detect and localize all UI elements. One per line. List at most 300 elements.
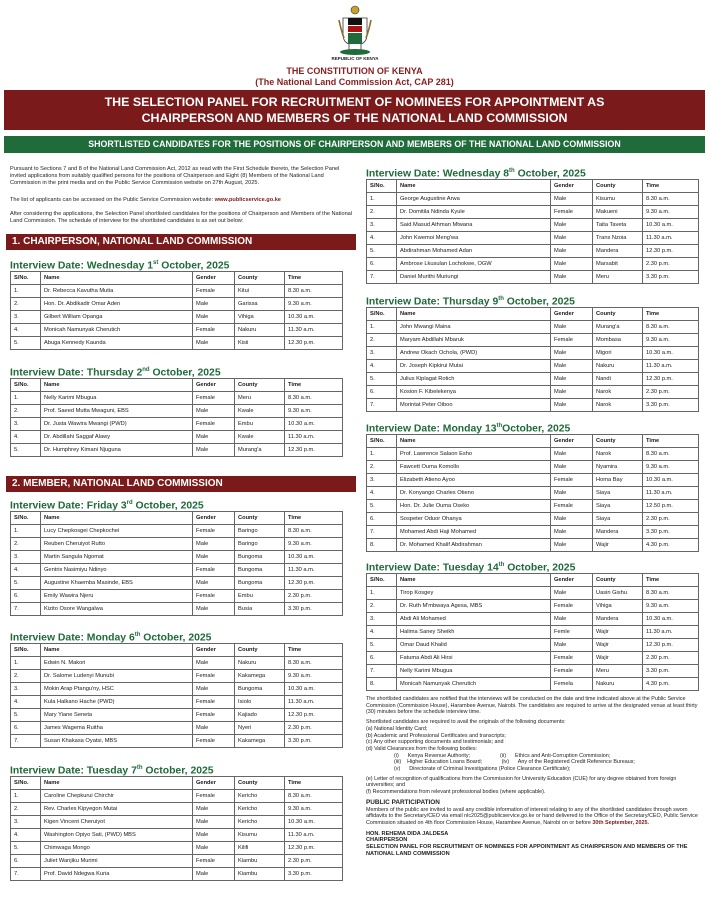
table-row <box>11 538 343 551</box>
cell-time: 12.30 p.m. <box>643 245 699 258</box>
cell-sno: 2. <box>11 298 41 311</box>
cell-time: 8.30 a.m. <box>285 285 343 298</box>
cell-sno: 1. <box>367 587 397 600</box>
table-row <box>367 474 699 487</box>
cell-county: Migori <box>593 347 643 360</box>
cell-gender: Femle <box>551 626 593 639</box>
cell-time: 12.30 p.m. <box>285 444 343 457</box>
column-header-gender: Gender <box>193 379 235 392</box>
column-header-name: Name <box>41 512 193 525</box>
cell-gender: Female <box>551 600 593 613</box>
cell-county: Bungoma <box>235 551 285 564</box>
cell-name: Dr. Ruth M'mbwaya Agesa, MBS <box>397 600 551 613</box>
cell-time: 11.30 a.m. <box>285 564 343 577</box>
cell-county: Siaya <box>593 487 643 500</box>
cell-time: 2.30 p.m. <box>643 258 699 271</box>
cell-sno: 3. <box>11 418 41 431</box>
cell-time: 10.30 a.m. <box>285 418 343 431</box>
cell-sno: 8. <box>367 539 397 552</box>
cell-sno: 7. <box>11 603 41 616</box>
cell-time: 3.30 p.m. <box>285 735 343 748</box>
table-row <box>367 613 699 626</box>
cell-name: Dr. Abdillahi Saggaf Alawy <box>41 431 193 444</box>
cell-name: Dr. Salome Ludenyi Munubi <box>41 670 193 683</box>
cell-county: Narok <box>593 448 643 461</box>
cell-time: 8.30 a.m. <box>285 790 343 803</box>
cell-county: Vihiga <box>593 600 643 613</box>
cell-gender: Male <box>193 683 235 696</box>
notes-block <box>366 696 704 858</box>
cell-county: Baringo <box>235 525 285 538</box>
column-header-sno: S/No. <box>11 512 41 525</box>
cell-gender: Female <box>193 735 235 748</box>
table-row <box>367 600 699 613</box>
cell-gender: Male <box>551 448 593 461</box>
interview-date-label: Interview Date: Friday 3 <box>10 500 127 512</box>
cell-name: Dr. Joseph Kipkirui Mutai <box>397 360 551 373</box>
table-row <box>367 232 699 245</box>
cell-gender: Male <box>551 219 593 232</box>
cell-name: Emily Wawira Njeru <box>41 590 193 603</box>
interview-month: October, 2025 <box>514 168 586 180</box>
cell-sno: 4. <box>11 829 41 842</box>
table-row <box>11 525 343 538</box>
table-row <box>367 245 699 258</box>
cell-sno: 1. <box>11 790 41 803</box>
interview-date-heading <box>10 495 343 511</box>
table-row <box>11 722 343 735</box>
table-row <box>367 206 699 219</box>
cell-gender: Female <box>193 855 235 868</box>
cell-name: Dr. Konyango Charles Otieno <box>397 487 551 500</box>
cell-name: Reuben Cheruiyot Rutto <box>41 538 193 551</box>
cell-time: 11.30 a.m. <box>643 232 699 245</box>
cell-name: Prof. David Ndegwa Kuria <box>41 868 193 881</box>
cell-gender: Female <box>193 324 235 337</box>
cell-time: 11.30 a.m. <box>285 431 343 444</box>
column-header-county: County <box>235 272 285 285</box>
table-row <box>11 564 343 577</box>
column-header-county: County <box>235 777 285 790</box>
interview-date-label: Interview Date: Monday 13 <box>366 423 497 435</box>
cell-time: 2.30 p.m. <box>643 513 699 526</box>
cell-time: 4.30 p.m. <box>643 678 699 691</box>
cell-name: James Wagema Ruitha <box>41 722 193 735</box>
cell-name: Hon. Dr. Abdikadir Omar Aden <box>41 298 193 311</box>
doc-item-d: (d) Valid Clearances from the following bodies: <box>366 745 478 752</box>
table-header-row <box>11 512 343 525</box>
table-row <box>11 298 343 311</box>
column-header-county: County <box>593 308 643 321</box>
cell-sno: 3. <box>11 816 41 829</box>
table-row <box>367 399 699 412</box>
cell-name: Washington Opiyo Sati, (PWD) MBS <box>41 829 193 842</box>
cell-time: 11.30 a.m. <box>643 487 699 500</box>
cell-gender: Male <box>551 245 593 258</box>
cell-sno: 2. <box>11 803 41 816</box>
column-header-sno: S/No. <box>367 435 397 448</box>
cell-county: Isiolo <box>235 696 285 709</box>
cell-name: Andrew Okach Ochola, (PWD) <box>397 347 551 360</box>
cell-sno: 3. <box>367 219 397 232</box>
table-row <box>367 271 699 284</box>
table-row <box>11 603 343 616</box>
cell-sno: 5. <box>11 577 41 590</box>
banner-line-2: CHAIRPERSON AND MEMBERS OF THE NATIONAL LAND COMMISSION <box>141 111 568 125</box>
cell-county: Nakuru <box>593 678 643 691</box>
cell-gender: Male <box>193 816 235 829</box>
cell-time: 10.30 a.m. <box>643 347 699 360</box>
cell-county: Kericho <box>235 803 285 816</box>
column-header-county: County <box>593 180 643 193</box>
cell-county: Uasin Gishu <box>593 587 643 600</box>
column-header-name: Name <box>397 435 551 448</box>
interview-date-heading <box>10 362 343 378</box>
column-header-sno: S/No. <box>367 308 397 321</box>
interview-month: October, 2025 <box>149 367 221 379</box>
cell-gender: Male <box>551 613 593 626</box>
cell-time: 8.30 a.m. <box>643 193 699 206</box>
cell-gender: Female <box>193 590 235 603</box>
cell-sno: 5. <box>367 373 397 386</box>
cell-name: Abdirahman Mohamed Adan <box>397 245 551 258</box>
cell-gender: Male <box>193 803 235 816</box>
cell-sno: 8. <box>367 678 397 691</box>
cell-county: Kakamega <box>235 735 285 748</box>
interview-date-label: Interview Date: Tuesday 7 <box>10 765 137 777</box>
cell-gender: Female <box>193 709 235 722</box>
cell-gender: Male <box>551 271 593 284</box>
interview-date-heading <box>366 291 699 307</box>
cell-gender: Male <box>193 722 235 735</box>
interview-date-heading <box>366 418 699 434</box>
cell-name: Gentrix Nasimiyu Ndinyo <box>41 564 193 577</box>
interview-date-heading <box>10 255 343 271</box>
column-header-county: County <box>235 512 285 525</box>
cell-sno: 5. <box>11 842 41 855</box>
constitution-heading: THE CONSTITUTION OF KENYA <box>286 66 423 76</box>
signature-block <box>366 831 704 858</box>
cell-time: 8.30 a.m. <box>285 657 343 670</box>
cell-county: Kericho <box>235 790 285 803</box>
cell-sno: 4. <box>367 360 397 373</box>
table-row <box>11 551 343 564</box>
selection-panel-banner <box>4 90 705 130</box>
cell-gender: Femela <box>551 678 593 691</box>
cell-name: Lucy Chepkosgei Chepkochei <box>41 525 193 538</box>
table-header-row <box>367 308 699 321</box>
date-suffix: rd <box>126 500 133 506</box>
cell-gender: Male <box>193 431 235 444</box>
cell-gender: Male <box>551 193 593 206</box>
cell-gender: Male <box>551 526 593 539</box>
doc-item-f: (f) Recommendations from relevant professional bodies (where applicable). <box>366 789 546 796</box>
cell-sno: 6. <box>367 258 397 271</box>
candidates-table <box>366 179 699 284</box>
cell-county: Wajir <box>593 652 643 665</box>
cell-time: 10.30 a.m. <box>285 816 343 829</box>
cell-county: Murang'a <box>235 444 285 457</box>
cell-name: Mohamed Abdi Haji Mohamed <box>397 526 551 539</box>
cell-time: 11.30 a.m. <box>643 360 699 373</box>
coat-label: REPUBLIC OF KENYA <box>331 56 379 61</box>
table-header-row <box>367 180 699 193</box>
date-suffix: th <box>136 765 143 771</box>
note-documents: Shortlisted candidates are required to avail the originals of the following documents: <box>366 719 566 726</box>
cell-time: 9.30 a.m. <box>643 206 699 219</box>
cell-county: Kajiado <box>235 709 285 722</box>
cell-county: Marsabit <box>593 258 643 271</box>
cell-county: Kiambu <box>235 868 285 881</box>
cell-gender: Female <box>551 652 593 665</box>
column-header-county: County <box>593 435 643 448</box>
cell-gender: Male <box>551 232 593 245</box>
column-header-time: Time <box>285 644 343 657</box>
candidates-table <box>10 511 343 616</box>
cell-time: 9.30 a.m. <box>285 803 343 816</box>
column-header-sno: S/No. <box>11 379 41 392</box>
table-row <box>367 448 699 461</box>
table-row <box>367 626 699 639</box>
interview-date-label: Interview Date: Wednesday 1 <box>10 260 154 272</box>
cell-gender: Male <box>193 577 235 590</box>
table-row <box>11 577 343 590</box>
cell-gender: Male <box>551 513 593 526</box>
cell-gender: Female <box>551 334 593 347</box>
date-suffix: st <box>153 260 159 266</box>
cell-time: 10.30 a.m. <box>285 683 343 696</box>
table-row <box>367 347 699 360</box>
table-row <box>11 868 343 881</box>
column-header-county: County <box>235 644 285 657</box>
cell-gender: Male <box>193 603 235 616</box>
cell-time: 2.30 p.m. <box>285 590 343 603</box>
cell-time: 3.30 p.m. <box>643 665 699 678</box>
table-row <box>11 285 343 298</box>
cell-county: Baringo <box>235 538 285 551</box>
cell-time: 8.30 a.m. <box>285 392 343 405</box>
cell-county: Mandera <box>593 526 643 539</box>
cell-name: Sospeter Oduor Ohanya <box>397 513 551 526</box>
cell-gender: Male <box>551 487 593 500</box>
table-row <box>367 334 699 347</box>
table-row <box>367 386 699 399</box>
cell-gender: Male <box>193 337 235 350</box>
intro-paragraph-1: Pursuant to Sections 7 and 8 of the National Land Commission Act, 2012 as read with the First Schedule thereto, the Selection Panel invited applications from suitably qualified persons for the positions of Chairperson and Eight (8) Members of the National Land Commission in the print media and on the Public Service Commission website on 27th August, 2025. <box>10 166 340 186</box>
table-row <box>11 444 343 457</box>
cell-sno: 4. <box>367 626 397 639</box>
column-header-time: Time <box>285 777 343 790</box>
cell-county: Embu <box>235 590 285 603</box>
column-header-time: Time <box>643 574 699 587</box>
cell-gender: Female <box>193 564 235 577</box>
interview-month: October, 2025 <box>132 500 204 512</box>
cell-name: Nelly Karimi Mbugua <box>397 665 551 678</box>
cell-time: 11.30 a.m. <box>285 829 343 842</box>
cell-sno: 1. <box>367 321 397 334</box>
table-row <box>367 500 699 513</box>
column-header-time: Time <box>643 180 699 193</box>
column-header-time: Time <box>285 272 343 285</box>
interview-date-heading <box>10 627 343 643</box>
column-header-sno: S/No. <box>367 180 397 193</box>
intro-p2-text: The list of applicants can be accessed on the Public Service Commission website: <box>10 197 215 203</box>
cell-sno: 1. <box>11 657 41 670</box>
cell-name: Gilbert William Opanga <box>41 311 193 324</box>
column-header-county: County <box>235 379 285 392</box>
cell-time: 12.30 p.m. <box>285 842 343 855</box>
cell-gender: Male <box>193 868 235 881</box>
cell-name: Juliet Wanjiku Murimi <box>41 855 193 868</box>
schedule-oct-6 <box>10 627 343 748</box>
column-header-time: Time <box>285 379 343 392</box>
banner-line-1: THE SELECTION PANEL FOR RECRUITMENT OF NOMINEES FOR APPOINTMENT AS <box>104 95 605 109</box>
column-header-county: County <box>593 574 643 587</box>
clearance-2: (iii) Higher Education Loans Board; (iv) Any of the Registered Credit Reference Bureaus; <box>394 759 635 766</box>
doc-item-b: (b) Academic and Professional Certificates and transcripts; <box>366 732 506 739</box>
cell-sno: 6. <box>11 590 41 603</box>
cell-county: Kericho <box>235 816 285 829</box>
cell-name: Susan Khakasa Oyatsi, MBS <box>41 735 193 748</box>
cell-gender: Male <box>193 444 235 457</box>
cell-gender: Female <box>551 500 593 513</box>
candidates-table <box>366 307 699 412</box>
cell-sno: 5. <box>367 245 397 258</box>
cell-name: Martin Sangula Ngomat <box>41 551 193 564</box>
table-row <box>11 418 343 431</box>
cell-name: Fawcett Ouma Komollo <box>397 461 551 474</box>
schedule-oct-7 <box>10 760 343 881</box>
cell-county: Wajir <box>593 639 643 652</box>
cell-sno: 7. <box>367 526 397 539</box>
table-row <box>11 657 343 670</box>
signatory-role: CHAIRPERSON <box>366 837 408 844</box>
column-header-sno: S/No. <box>11 777 41 790</box>
cell-sno: 4. <box>367 232 397 245</box>
interview-date-label: Interview Date: Wednesday 8 <box>366 168 510 180</box>
cell-gender: Male <box>551 347 593 360</box>
cell-name: George Augustine Arwa <box>397 193 551 206</box>
column-header-sno: S/No. <box>367 574 397 587</box>
table-row <box>11 790 343 803</box>
cell-time: 10.30 a.m. <box>643 474 699 487</box>
cell-gender: Male <box>551 461 593 474</box>
table-row <box>367 665 699 678</box>
table-row <box>11 803 343 816</box>
cell-sno: 2. <box>367 600 397 613</box>
cell-county: Kisumu <box>235 829 285 842</box>
cell-gender: Female <box>193 790 235 803</box>
candidates-table <box>10 643 343 748</box>
table-row <box>367 526 699 539</box>
column-header-gender: Gender <box>193 644 235 657</box>
cell-sno: 3. <box>367 347 397 360</box>
cell-gender: Male <box>193 311 235 324</box>
column-header-gender: Gender <box>551 180 593 193</box>
cell-name: Abdi Ali Mohamed <box>397 613 551 626</box>
table-row <box>367 639 699 652</box>
date-suffix: th <box>509 168 515 174</box>
section-member: 2. MEMBER, NATIONAL LAND COMMISSION <box>6 476 356 492</box>
interview-date-heading <box>366 163 699 179</box>
cell-county: Garissa <box>235 298 285 311</box>
cell-sno: 5. <box>11 709 41 722</box>
cell-time: 9.30 a.m. <box>285 405 343 418</box>
cell-sno: 1. <box>367 448 397 461</box>
column-header-gender: Gender <box>551 435 593 448</box>
cell-county: Kwale <box>235 431 285 444</box>
interview-month: October, 2025 <box>142 765 214 777</box>
cell-time: 9.30 a.m. <box>643 461 699 474</box>
cell-county: Kisumu <box>593 193 643 206</box>
cell-name: Daniel Murithi Muriungi <box>397 271 551 284</box>
interview-date-heading <box>10 760 343 776</box>
cell-sno: 4. <box>367 487 397 500</box>
cell-time: 12.30 p.m. <box>643 639 699 652</box>
cell-name: Prof. Saeed Mutta Mwaguni, EBS <box>41 405 193 418</box>
cell-county: Kisii <box>235 337 285 350</box>
cell-sno: 6. <box>11 722 41 735</box>
cell-time: 12.30 p.m. <box>285 577 343 590</box>
cell-county: Nakuru <box>593 360 643 373</box>
schedule-oct-14 <box>366 557 699 691</box>
cell-time: 9.30 a.m. <box>285 538 343 551</box>
interview-date-label: Interview Date: Thursday 9 <box>366 296 499 308</box>
cell-name: Omar Daud Khalid <box>397 639 551 652</box>
cell-county: Bungoma <box>235 564 285 577</box>
cell-time: 10.30 a.m. <box>643 613 699 626</box>
column-header-gender: Gender <box>193 512 235 525</box>
cell-name: Elizabeth Atieno Ayoo <box>397 474 551 487</box>
table-row <box>367 587 699 600</box>
column-header-gender: Gender <box>551 308 593 321</box>
schedule-oct-9 <box>366 291 699 412</box>
cell-time: 8.30 a.m. <box>643 448 699 461</box>
table-row <box>11 855 343 868</box>
cell-gender: Female <box>551 206 593 219</box>
cell-sno: 5. <box>11 337 41 350</box>
column-header-time: Time <box>643 308 699 321</box>
table-row <box>11 405 343 418</box>
table-header-row <box>11 777 343 790</box>
cell-time: 3.30 p.m. <box>643 271 699 284</box>
cell-sno: 5. <box>11 444 41 457</box>
column-header-name: Name <box>41 777 193 790</box>
clearance-1: (i) Kenya Revenue Authority; (ii) Ethics and Anti-Corruption Commission; <box>394 752 611 759</box>
cell-county: Siaya <box>593 513 643 526</box>
table-header-row <box>367 574 699 587</box>
table-row <box>11 311 343 324</box>
cell-sno: 6. <box>367 386 397 399</box>
cell-gender: Male <box>551 399 593 412</box>
cell-gender: Male <box>193 298 235 311</box>
cell-name: Hon. Dr. Julie Ouma Oseko <box>397 500 551 513</box>
column-header-name: Name <box>41 272 193 285</box>
cell-gender: Male <box>193 538 235 551</box>
cell-county: Meru <box>593 665 643 678</box>
date-suffix: th <box>134 632 141 638</box>
cell-name: Rev. Charles Kipyegon Mutai <box>41 803 193 816</box>
note-interview-venue: The shortlisted candidates are notified that the interviews will be conducted on the date and time indicated above at the Public Service Commission (Commission House), Harambee Avenue, Nairobi. The candidates are required to arrive at the designated venue at least thirty (30) minutes before the schedule interview time. <box>366 696 698 716</box>
table-row <box>11 337 343 350</box>
cell-sno: 7. <box>367 665 397 678</box>
cell-sno: 6. <box>367 513 397 526</box>
table-row <box>11 431 343 444</box>
date-suffix: nd <box>142 367 150 373</box>
section-chairperson: 1. CHAIRPERSON, NATIONAL LAND COMMISSION <box>6 234 356 250</box>
psc-website-link[interactable]: www.publicservice.go.ke <box>214 197 281 203</box>
cell-sno: 2. <box>11 538 41 551</box>
